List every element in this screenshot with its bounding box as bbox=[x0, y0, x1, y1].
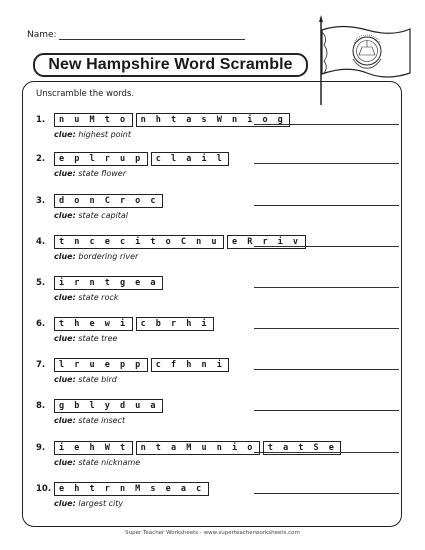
scrambled-words bbox=[54, 358, 229, 372]
scrambled-words bbox=[54, 194, 163, 208]
scrambled-word-tile: i r n t g e a bbox=[54, 276, 163, 290]
scrambled-words bbox=[54, 317, 214, 331]
scrambled-word-tile: t a t S e bbox=[263, 441, 342, 455]
instructions: Unscramble the words. bbox=[36, 89, 135, 99]
clue-label: clue: bbox=[54, 130, 76, 139]
question-row bbox=[36, 152, 406, 192]
scrambled-word-tile: e p l r u p bbox=[54, 152, 148, 166]
question-number: 9. bbox=[36, 443, 46, 453]
scrambled-word-tile: e h t r n M s e a c bbox=[54, 482, 209, 496]
question-row bbox=[36, 235, 406, 275]
scrambled-word-tile: t h e w i bbox=[54, 317, 133, 331]
clue bbox=[54, 252, 138, 261]
scrambled-word-tile: g b l y d u a bbox=[54, 399, 163, 413]
clue bbox=[54, 375, 117, 384]
clue-text: state tree bbox=[78, 334, 118, 343]
clue-text: bordering river bbox=[78, 252, 139, 261]
clue-label: clue: bbox=[54, 169, 76, 178]
question-number: 5. bbox=[36, 278, 46, 288]
question-row bbox=[36, 113, 406, 153]
scrambled-word-tile: c f h n i bbox=[151, 358, 230, 372]
clue bbox=[54, 211, 128, 220]
question-row bbox=[36, 399, 406, 439]
scrambled-word-tile: n u M t o bbox=[54, 113, 133, 127]
answer-line[interactable] bbox=[254, 246, 399, 247]
scrambled-words bbox=[54, 152, 229, 166]
clue bbox=[54, 169, 126, 178]
clue bbox=[54, 416, 125, 425]
clue-text: highest point bbox=[78, 130, 131, 139]
clue bbox=[54, 130, 131, 139]
clue bbox=[54, 458, 140, 467]
clue-text: state insect bbox=[78, 416, 126, 425]
clue bbox=[54, 334, 117, 343]
clue-text: state bird bbox=[78, 375, 117, 384]
question-number: 8. bbox=[36, 401, 46, 411]
answer-line[interactable] bbox=[254, 493, 399, 494]
question-row bbox=[36, 441, 406, 481]
scrambled-words bbox=[54, 399, 163, 413]
clue-text: state nickname bbox=[78, 458, 141, 467]
clue-text: state rock bbox=[78, 293, 119, 302]
question-number: 4. bbox=[36, 237, 46, 247]
scrambled-word-tile: c l a i l bbox=[151, 152, 230, 166]
clue-text: largest city bbox=[78, 499, 124, 508]
scrambled-word-tile: i e h W t bbox=[54, 441, 133, 455]
scrambled-word-tile: n h t a s W n i o g bbox=[136, 113, 291, 127]
answer-line[interactable] bbox=[254, 328, 399, 329]
question-row bbox=[36, 358, 406, 398]
answer-line[interactable] bbox=[254, 452, 399, 453]
question-number: 7. bbox=[36, 360, 46, 370]
clue-label: clue: bbox=[54, 252, 76, 261]
clue-label: clue: bbox=[54, 499, 76, 508]
question-number: 3. bbox=[36, 196, 46, 206]
clue bbox=[54, 499, 123, 508]
clue-label: clue: bbox=[54, 375, 76, 384]
question-number: 1. bbox=[36, 115, 46, 125]
scrambled-word-tile: t n c e c i t o C n u bbox=[54, 235, 224, 249]
answer-line[interactable] bbox=[254, 287, 399, 288]
clue-text: state flower bbox=[78, 169, 126, 178]
clue-label: clue: bbox=[54, 211, 76, 220]
clue-label: clue: bbox=[54, 293, 76, 302]
clue-label: clue: bbox=[54, 458, 76, 467]
question-number: 10. bbox=[36, 484, 52, 494]
name-line[interactable] bbox=[59, 39, 245, 40]
clue bbox=[54, 293, 118, 302]
question-number: 2. bbox=[36, 154, 46, 164]
question-row bbox=[36, 482, 406, 522]
answer-line[interactable] bbox=[254, 163, 399, 164]
question-number: 6. bbox=[36, 319, 46, 329]
clue-label: clue: bbox=[54, 334, 76, 343]
scrambled-word-tile: e R r i v bbox=[227, 235, 306, 249]
answer-line[interactable] bbox=[254, 410, 399, 411]
clue-label: clue: bbox=[54, 416, 76, 425]
answer-line[interactable] bbox=[254, 205, 399, 206]
scrambled-word-tile: d o n C r o c bbox=[54, 194, 163, 208]
scrambled-words bbox=[54, 276, 163, 290]
question-row bbox=[36, 276, 406, 316]
question-row bbox=[36, 317, 406, 357]
worksheet-title: New Hampshire Word Scramble bbox=[33, 53, 308, 77]
scrambled-word-tile: c b r h i bbox=[136, 317, 215, 331]
scrambled-word-tile: l r u e p p bbox=[54, 358, 148, 372]
answer-line[interactable] bbox=[254, 369, 399, 370]
question-row bbox=[36, 194, 406, 234]
clue-text: state capital bbox=[78, 211, 129, 220]
answer-line[interactable] bbox=[254, 124, 399, 125]
name-label: Name: bbox=[27, 30, 57, 40]
scrambled-words bbox=[54, 482, 209, 496]
footer-credit: Super Teacher Worksheets - www.superteacherworksheets.com bbox=[125, 530, 300, 536]
scrambled-word-tile: n t a M u n i o bbox=[136, 441, 260, 455]
